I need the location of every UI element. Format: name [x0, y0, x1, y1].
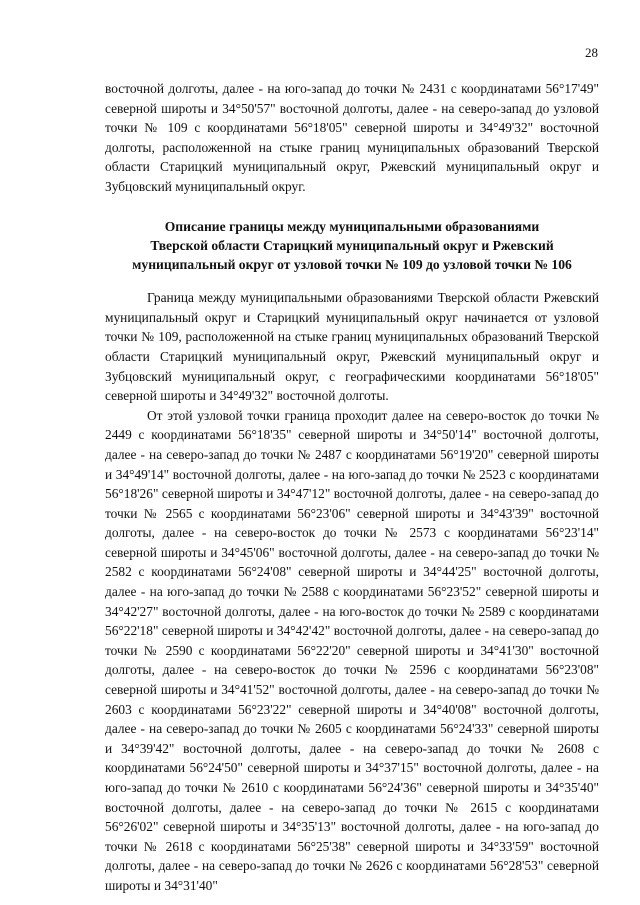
page-number: 28	[585, 45, 598, 60]
heading-line-1: Описание границы между муниципальными образованиями	[164, 218, 540, 234]
section-heading	[105, 217, 599, 275]
boundary-route-paragraph: От этой узловой точки граница проходит далее на северо-восток до точки № 2449 с координатами 56°18'35" северной широты и 34°50'14" восточной долготы, далее - на северо-запад до точки № 2487 с координатами 56°19'20" северной широты и 34°49'14" восточной долготы, далее - на юго-запад до точки № 2523 с координатами 56°18'26" северной широты и 34°47'12" восточной долготы, далее - на северо-запад до точки № 2565 с координатами 56°23'06" северной широты и 34°43'39" восточной долготы, далее - на северо-восток до точки № 2573 с координатами 56°23'14" северной широты и 34°45'06" восточной долготы, далее - на северо-запад до точки № 2582 с координатами 56°24'08" северной широты и 34°44'25" восточной долготы, далее - на юго-запад до точки № 2588 с координатами 56°23'52" северной широты и 34°42'27" восточной долготы, далее - на юго-восток до точки № 2589 с координатами 56°22'18" северной широты и 34°42'42" восточной долготы, далее - на северо-запад до точки № 2590 с координатами 56°22'20" северной широты и 34°41'30" восточной долготы, далее - на северо-восток до точки № 2596 с координатами 56°23'08" северной широты и 34°41'52" восточной долготы, далее - на северо-запад до точки № 2603 с координатами 56°23'22" северной широты и 34°40'08" восточной долготы, далее - на северо-запад до точки № 2605 с координатами 56°24'33" северной широты и 34°39'42" восточной долготы, далее - на северо-запад до точки № 2608 с координатами 56°24'50" северной широты и 34°37'15" восточной долготы, далее - на юго-запад до точки № 2610 с координатами 56°24'36" северной широты и 34°35'40" восточной долготы, далее - на северо-запад до точки № 2615 с координатами 56°26'02" северной широты и 34°35'13" восточной долготы, далее - на юго-запад до точки № 2618 с координатами 56°25'38" северной широты и 34°33'59" восточной долготы, далее - на северо-запад до точки № 2626 с координатами 56°28'53" северной широты и 34°31'40"	[105, 407, 599, 893]
heading-line-2: Тверской области Старицкий муниципальный округ и Ржевский	[150, 237, 554, 253]
boundary-start-paragraph: Граница между муниципальными образованиями Тверской области Ржевский муниципальный округ и Старицкий муниципальный округ начинается от узловой точки № 109, расположенной на стыке границ муниципальных образований Тверской области Старицкий муниципальный округ, Ржевский муниципальный округ и Зубцовский муниципальный округ, с географическими координатами 56°18'05" северной широты и 34°49'32" восточной долготы.	[105, 290, 599, 404]
heading-line-3: муниципальный округ от узловой точки № 109 до узловой точки № 106	[132, 256, 572, 272]
document-content	[105, 79, 599, 896]
continued-paragraph: восточной долготы, далее - на юго-запад до точки № 2431 с координатами 56°17'49" северной широты и 34°50'57" восточной долготы, далее - на северо-запад до узловой точки № 109 с координатами 56°18'05" северной широты и 34°49'32" восточной долготы, расположенной на стыке границ муниципальных образований Тверской области Старицкий муниципальный округ, Ржевский муниципальный округ и Зубцовский муниципальный округ.	[105, 81, 599, 194]
